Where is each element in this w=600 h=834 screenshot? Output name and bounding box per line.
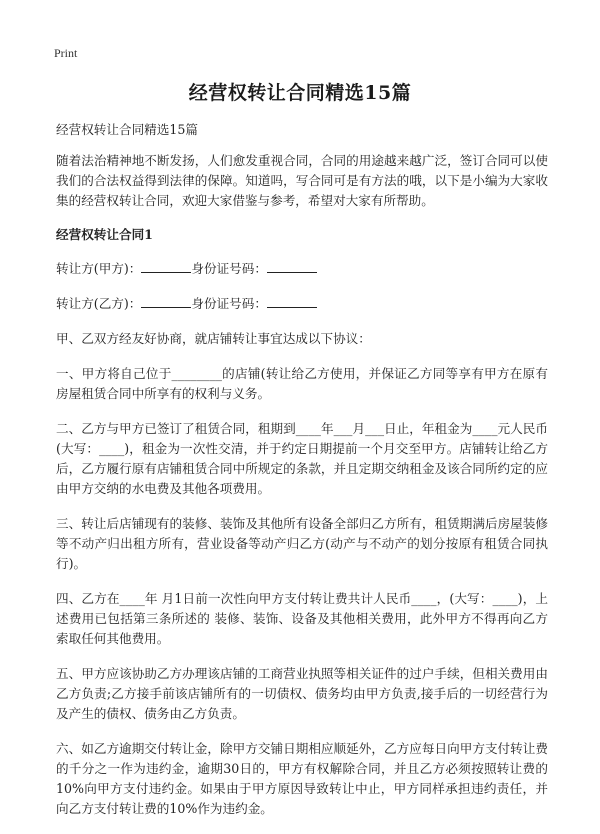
document-body <box>56 120 548 834</box>
clause-2: 二、乙方与甲方已签订了租赁合同，租期到____年___月___日止，年租金为____元人民币(大写：____)，租金为一次性交清，并于约定日期提前一个月交至甲方。店铺转让给乙方后，乙方履行原有店铺租赁合同中所规定的条款，并且定期交纳租金及该合同所约定的应由甲方交纳的水电费及其他各项费用。 <box>56 421 548 496</box>
document-subtitle: 经营权转让合同精选15篇 <box>56 122 198 137</box>
transferor-id-label: 身份证号码： <box>191 261 267 276</box>
print-link[interactable]: Print <box>54 46 78 60</box>
transferor-id-blank <box>267 259 317 273</box>
clause-4: 四、乙方在____年 月1日前一次性向甲方支付转让费共计人民币____，(大写：____)，上述费用已包括第三条所述的 装修、装饰、设备及其他相关费用，此外甲方不得再向乙方索取任何其他费用。 <box>56 591 548 646</box>
page-title: 经营权转让合同精选15篇 <box>188 82 412 104</box>
transferee-name-blank <box>141 294 191 308</box>
section-heading: 经营权转让合同1 <box>56 227 153 242</box>
transferee-id-blank <box>267 294 317 308</box>
intro-paragraph: 随着法治精神地不断发扬，人们愈发重视合同，合同的用途越来越广泛，签订合同可以使我们的合法权益得到法律的保障。知道吗，写合同可是有方法的哦，以下是小编为大家收集的经营权转让合同，欢迎大家借鉴与参考，希望对大家有所帮助。 <box>56 153 548 208</box>
transferor-line <box>56 259 548 279</box>
transferor-name-blank <box>141 259 191 273</box>
clause-3: 三、转让后店铺现有的装修、装饰及其他所有设备全部归乙方所有，租赁期满后房屋装修等不动产归出租方所有，营业设备等动产归乙方(动产与不动产的划分按原有租赁合同执行)。 <box>56 516 548 571</box>
clause-6: 六、如乙方逾期交付转让金，除甲方交铺日期相应顺延外，乙方应每日向甲方支付转让费的千分之一作为违约金，逾期30日的，甲方有权解除合同，并且乙方必须按照转让费的10%向甲方支付违约金。如果由于甲方原因导致转让中止，甲方同样承担违约责任，并向乙方支付转让费的10%作为违约金。 <box>56 741 548 816</box>
agreement-line: 甲、乙双方经友好协商，就店铺转让事宜达成以下协议： <box>56 331 371 346</box>
transferee-id-label: 身份证号码： <box>191 296 267 311</box>
clause-1: 一、甲方将自己位于________的店铺(转让给乙方使用，并保证乙方同等享有甲方在原有房屋租赁合同中所享有的权利与义务。 <box>56 366 548 401</box>
transferee-label: 转让方(乙方)： <box>56 296 142 311</box>
transferee-line <box>56 294 548 314</box>
clause-5: 五、甲方应该协助乙方办理该店铺的工商营业执照等相关证件的过户手续，但相关费用由乙方负责;乙方接手前该店铺所有的一切债权、债务均由甲方负责,接手后的一切经营行为及产生的债权、债务由乙方负责。 <box>56 666 548 721</box>
transferor-label: 转让方(甲方)： <box>56 261 142 276</box>
